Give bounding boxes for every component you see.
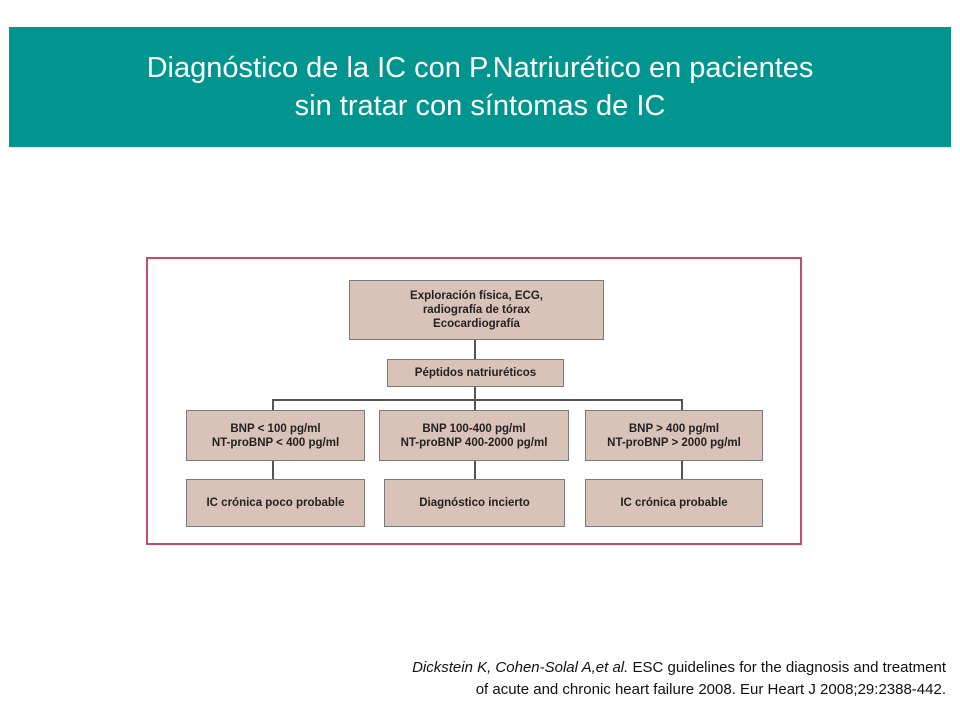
threshold-box-high (585, 410, 763, 461)
citation-line-2: of acute and chronic heart failure 2008. Eur Heart J 2008;29:2388-442. (475, 681, 946, 698)
connector-branch-right (681, 399, 683, 410)
exploration-line-1: Exploración física, ECG, (410, 290, 543, 302)
citation-line-1 (246, 657, 946, 679)
connector-peptides-down (474, 387, 476, 399)
connector-threshold-right-to-outcome (681, 461, 683, 479)
exploration-line-3: Ecocardiografía (433, 318, 520, 330)
connector-branch-horizontal (272, 399, 682, 401)
outcome-box-uncertain (384, 479, 565, 527)
connector-threshold-left-to-outcome (272, 461, 274, 479)
title-banner (9, 27, 951, 147)
citation (246, 657, 946, 701)
connector-branch-left (272, 399, 274, 410)
connector-exploration-to-peptides (474, 340, 476, 359)
outcome-uncertain-label: Diagnóstico incierto (419, 497, 530, 509)
outcome-box-unlikely (186, 479, 365, 527)
slide-title-line-2: sin tratar con síntomas de IC (294, 90, 666, 122)
peptides-label: Péptidos natriuréticos (414, 367, 537, 379)
threshold-high-line-1: BNP > 400 pg/ml (628, 422, 720, 435)
connector-threshold-middle-to-outcome (474, 461, 476, 479)
threshold-low-line-2: NT-proBNP < 400 pg/ml (211, 436, 340, 449)
threshold-high-line-2: NT-proBNP > 2000 pg/ml (607, 436, 741, 449)
threshold-box-mid (379, 410, 569, 461)
outcome-box-probable (585, 479, 763, 527)
outcome-probable-label: IC crónica probable (620, 497, 728, 509)
exploration-line-2: radiografía de tórax (422, 304, 531, 316)
flowchart-frame (146, 257, 802, 545)
threshold-low-line-1: BNP < 100 pg/ml (230, 422, 321, 435)
peptides-box (387, 359, 564, 387)
threshold-box-low (186, 410, 365, 461)
connector-branch-middle (474, 399, 476, 410)
citation-authors: Dickstein K, Cohen-Solal A,et al. (412, 659, 629, 676)
outcome-unlikely-label: IC crónica poco probable (206, 497, 345, 509)
citation-title-part-1: ESC guidelines for the diagnosis and treatment (628, 659, 946, 676)
slide-title-line-1: Diagnóstico de la IC con P.Natriurético en pacientes (146, 52, 814, 84)
threshold-mid-line-1: BNP 100-400 pg/ml (422, 422, 526, 435)
threshold-mid-line-2: NT-proBNP 400-2000 pg/ml (400, 436, 548, 449)
exploration-box (349, 280, 604, 340)
